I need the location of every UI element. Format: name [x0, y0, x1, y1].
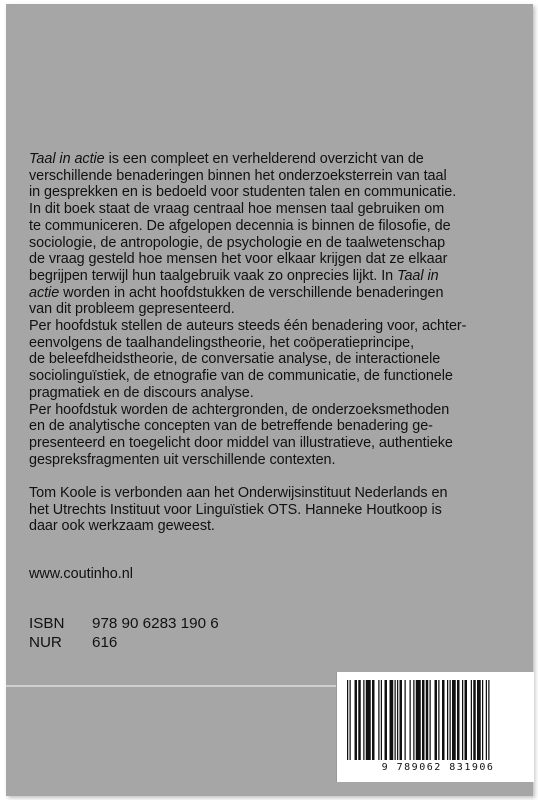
blurb-line: actie worden in acht hoofdstukken de verschillende benaderingen: [29, 284, 444, 301]
blurb-line: de beleefdheidstheorie, de conversatie analyse, de interactionele: [29, 351, 441, 368]
blurb-line: Taal in actie is een compleet en verhelderend overzicht van de: [29, 151, 424, 167]
blurb-line: In dit boek staat de vraag centraal hoe mensen taal gebruiken om: [29, 201, 445, 218]
blurb-line: in gesprekken en is bedoeld voor studenten talen en communicatie.: [29, 184, 457, 201]
isbn-value: 978 90 6283 190 6: [92, 615, 219, 632]
blurb-line: sociologie, de antropologie, de psychologie en de taalwetenschap: [29, 234, 446, 251]
blurb-line: de vraag gesteld hoe mensen het voor elkaar krijgen dat ze elkaar: [29, 251, 448, 268]
author-line: het Utrechts Instituut voor Linguïstiek OTS. Hanneke Houtkoop is: [29, 501, 442, 518]
nur-line: [29, 633, 219, 652]
blurb-line: eenvolgens de taalhandelingstheorie, het coöperatieprincipe,: [29, 334, 415, 351]
blurb-text: [29, 151, 529, 535]
blurb-line: Per hoofdstuk stellen de auteurs steeds één benadering voor, achter-: [29, 318, 467, 335]
blurb-line: van dit probleem gepresenteerd.: [29, 301, 235, 318]
isbn-nur-block: [29, 614, 219, 652]
barcode-icon: [345, 680, 527, 760]
blurb-line: pragmatiek en de discours analyse.: [29, 384, 254, 401]
paragraph-gap: [29, 468, 529, 485]
blurb-line: sociolinguïstiek, de etnografie van de communicatie, de functionele: [29, 368, 453, 385]
blurb-line: presenteerd en toegelicht door middel van illustratieve, authentieke: [29, 434, 453, 451]
blurb-line: Per hoofdstuk worden de achtergronden, de onderzoeksmethoden: [29, 401, 450, 418]
blurb-line: verschillende benaderingen binnen het onderzoeksterrein van taal: [29, 167, 447, 184]
nur-value: 616: [92, 634, 118, 651]
blurb-line: en de analytische concepten van de betreffende benadering ge-: [29, 418, 433, 435]
blurb-line: te communiceren. De afgelopen decennia is binnen de filosofie, de: [29, 217, 451, 234]
horizontal-rule: [6, 685, 336, 687]
author-line: Tom Koole is verbonden aan het Onderwijsinstituut Nederlands en: [29, 485, 448, 502]
publisher-url: www.coutinho.nl: [29, 566, 133, 582]
blurb-line: gespreksfragmenten uit verschillende contexten.: [29, 451, 336, 468]
nur-label: NUR: [29, 634, 62, 651]
isbn-line: [29, 614, 219, 633]
barcode-label: [336, 672, 534, 782]
blurb-line: begrijpen terwijl hun taalgebruik vaak zo onprecies lijkt. In Taal in: [29, 267, 439, 284]
barcode-number: 9 789062 831906: [381, 762, 495, 773]
author-line: daar ook werkzaam geweest.: [29, 518, 215, 535]
isbn-label: ISBN: [29, 615, 65, 632]
